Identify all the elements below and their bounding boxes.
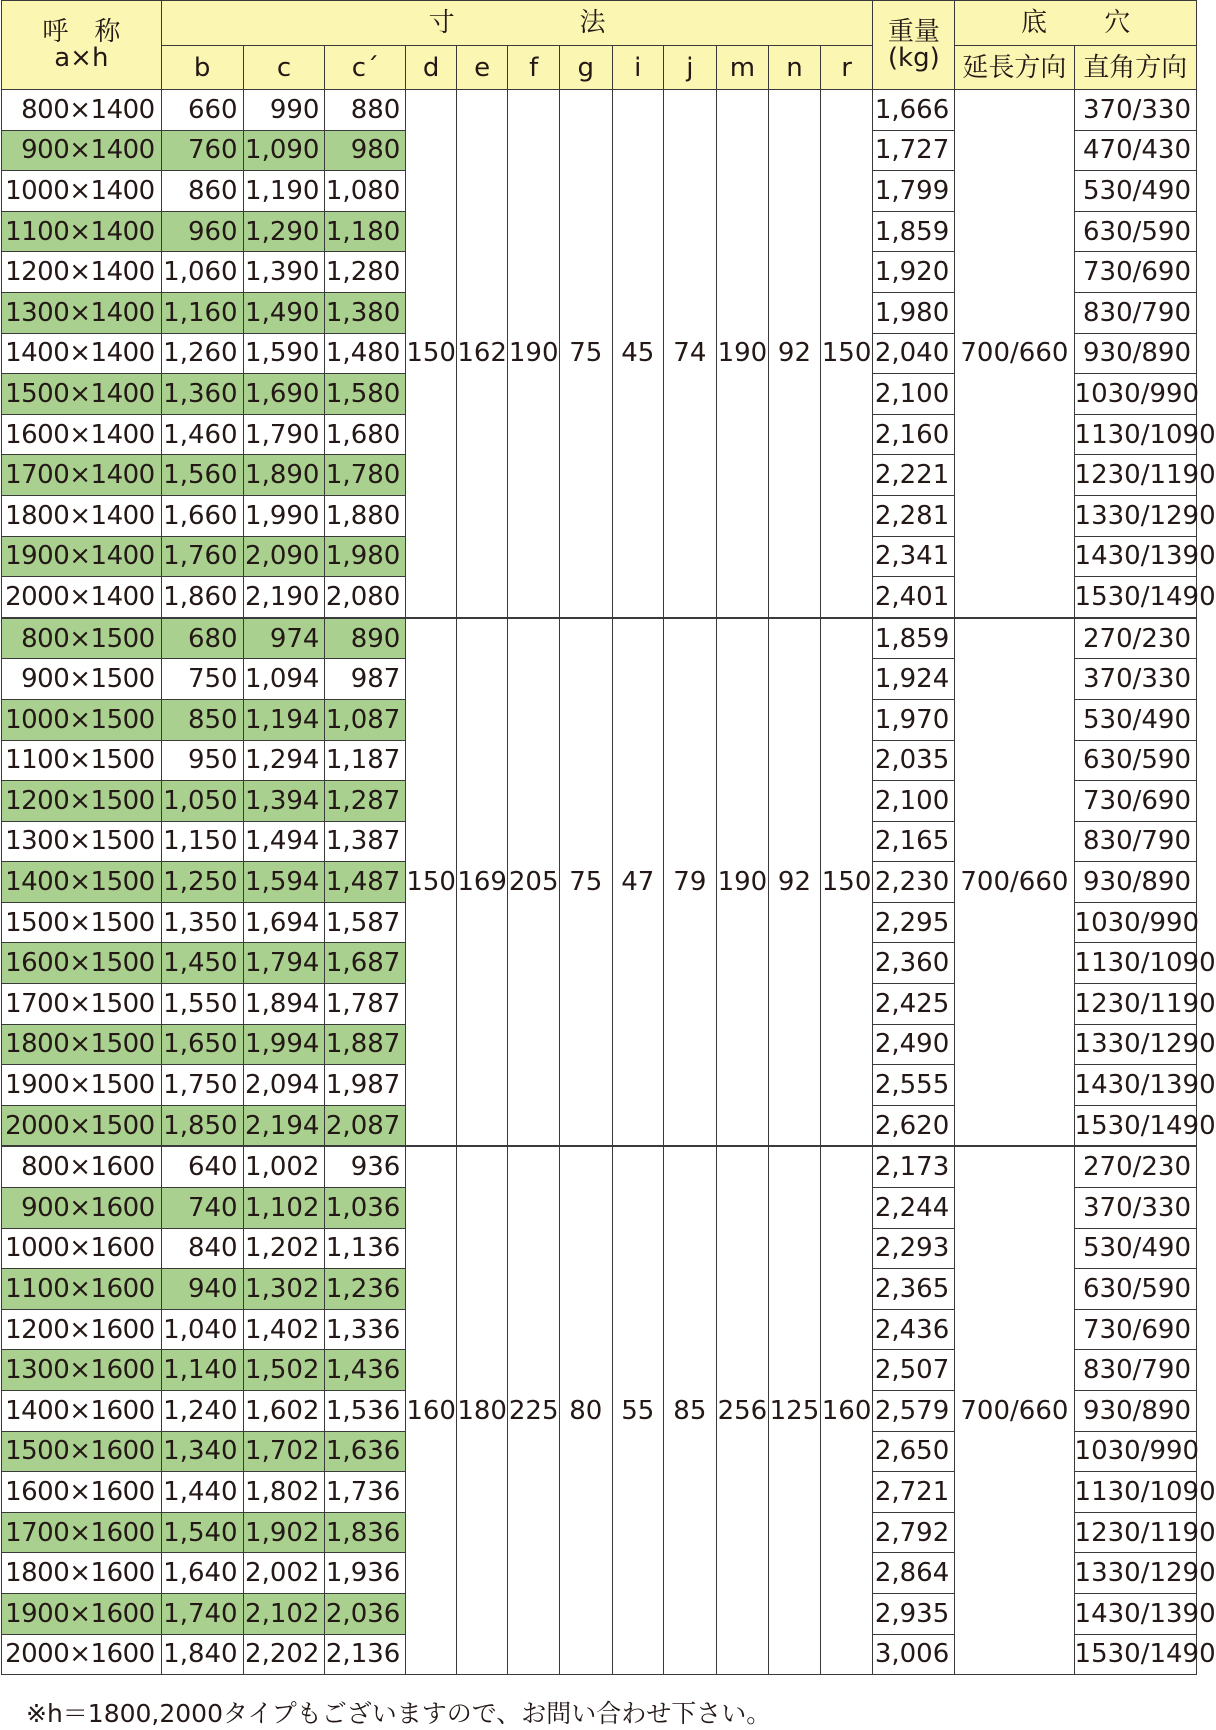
c-cell: 1,302 <box>243 1269 325 1310</box>
c-prime-cell: 1,487 <box>325 862 406 903</box>
hole-perpendicular-cell: 1530/1490 <box>1074 577 1196 618</box>
c-prime-cell: 1,836 <box>325 1512 406 1553</box>
hole-perpendicular-cell: 1230/1190 <box>1074 455 1196 496</box>
nominal-size-cell: 900×1400 <box>2 130 162 171</box>
c-prime-cell: 2,036 <box>325 1593 406 1634</box>
weight-header <box>873 1 955 90</box>
hole-perpendicular-cell: 530/490 <box>1074 1228 1196 1269</box>
c-cell: 974 <box>243 618 325 659</box>
hole-perpendicular-cell: 830/790 <box>1074 821 1196 862</box>
c-cell: 2,102 <box>243 1593 325 1634</box>
n-cell: 125 <box>769 1146 821 1674</box>
c-cell: 1,590 <box>243 333 325 374</box>
c-prime-cell: 1,880 <box>325 495 406 536</box>
b-cell: 1,160 <box>161 292 243 333</box>
weight-cell: 2,295 <box>873 902 955 943</box>
nominal-size-cell: 1500×1600 <box>2 1431 162 1472</box>
weight-cell: 2,100 <box>873 374 955 415</box>
b-cell: 1,560 <box>161 455 243 496</box>
col-r-header: r <box>820 46 873 90</box>
c-cell: 1,194 <box>243 699 325 740</box>
b-cell: 1,460 <box>161 414 243 455</box>
b-cell: 1,740 <box>161 1593 243 1634</box>
c-cell: 1,502 <box>243 1350 325 1391</box>
f-cell: 205 <box>508 618 560 1147</box>
c-prime-cell: 1,936 <box>325 1553 406 1594</box>
r-cell: 150 <box>820 90 873 618</box>
footnote: ※h＝1800,2000タイプもございますので、お問い合わせ下さい。 <box>26 1699 772 1728</box>
c-cell: 1,990 <box>243 495 325 536</box>
c-cell: 1,490 <box>243 292 325 333</box>
b-cell: 1,040 <box>161 1309 243 1350</box>
nominal-size-cell: 900×1600 <box>2 1188 162 1229</box>
nominal-size-cell: 1000×1600 <box>2 1228 162 1269</box>
r-cell: 160 <box>820 1146 873 1674</box>
c-prime-cell: 1,036 <box>325 1188 406 1229</box>
b-cell: 860 <box>161 171 243 212</box>
weight-cell: 2,792 <box>873 1512 955 1553</box>
weight-cell: 2,490 <box>873 1024 955 1065</box>
weight-label: 重量 <box>887 17 940 47</box>
hole-perpendicular-cell: 730/690 <box>1074 1309 1196 1350</box>
e-cell: 169 <box>456 618 508 1147</box>
hole-perpendicular-cell: 930/890 <box>1074 1391 1196 1432</box>
c-prime-cell: 1,287 <box>325 781 406 822</box>
j-cell: 85 <box>664 1146 717 1674</box>
weight-cell: 1,666 <box>873 90 955 131</box>
n-cell: 92 <box>769 90 821 618</box>
weight-cell: 2,230 <box>873 862 955 903</box>
nominal-size-cell: 1900×1400 <box>2 536 162 577</box>
b-cell: 1,360 <box>161 374 243 415</box>
b-cell: 1,850 <box>161 1105 243 1146</box>
c-prime-cell: 1,536 <box>325 1391 406 1432</box>
b-cell: 950 <box>161 740 243 781</box>
c-cell: 2,002 <box>243 1553 325 1594</box>
b-cell: 740 <box>161 1188 243 1229</box>
c-prime-cell: 1,336 <box>325 1309 406 1350</box>
c-cell: 1,994 <box>243 1024 325 1065</box>
hole-perpendicular-cell: 1130/1090 <box>1074 943 1196 984</box>
c-prime-cell: 1,887 <box>325 1024 406 1065</box>
b-cell: 1,550 <box>161 984 243 1025</box>
c-prime-cell: 2,087 <box>325 1105 406 1146</box>
c-prime-cell: 1,087 <box>325 699 406 740</box>
nominal-size-cell: 1500×1500 <box>2 902 162 943</box>
nominal-size-cell: 800×1500 <box>2 618 162 659</box>
b-cell: 1,450 <box>161 943 243 984</box>
c-cell: 1,602 <box>243 1391 325 1432</box>
nominal-size-header <box>2 1 162 90</box>
c-prime-cell: 1,187 <box>325 740 406 781</box>
weight-cell: 1,727 <box>873 130 955 171</box>
weight-cell: 2,507 <box>873 1350 955 1391</box>
hole-perpendicular-cell: 1430/1390 <box>1074 1593 1196 1634</box>
hole-perpendicular-cell: 530/490 <box>1074 699 1196 740</box>
c-prime-cell: 1,780 <box>325 455 406 496</box>
hole-perpendicular-cell: 370/330 <box>1074 1188 1196 1229</box>
hole-perpendicular-cell: 630/590 <box>1074 211 1196 252</box>
col-c-prime-header: c´ <box>325 46 406 90</box>
c-prime-cell: 1,080 <box>325 171 406 212</box>
c-prime-cell: 1,587 <box>325 902 406 943</box>
weight-cell: 2,401 <box>873 577 955 618</box>
hole-perpendicular-cell: 1230/1190 <box>1074 1512 1196 1553</box>
hole-perpendicular-cell: 1130/1090 <box>1074 1472 1196 1513</box>
nominal-size-cell: 1700×1600 <box>2 1512 162 1553</box>
nominal-size-cell: 1000×1400 <box>2 171 162 212</box>
f-cell: 190 <box>508 90 560 618</box>
c-prime-cell: 1,980 <box>325 536 406 577</box>
m-cell: 190 <box>716 90 769 618</box>
c-cell: 1,290 <box>243 211 325 252</box>
weight-cell: 2,365 <box>873 1269 955 1310</box>
hole-perpendicular-cell: 270/230 <box>1074 618 1196 659</box>
hole-perpendicular-cell: 1330/1290 <box>1074 1553 1196 1594</box>
col-b-header: b <box>161 46 243 90</box>
c-prime-cell: 1,687 <box>325 943 406 984</box>
c-cell: 2,202 <box>243 1634 325 1675</box>
c-cell: 1,390 <box>243 252 325 293</box>
g-cell: 80 <box>559 1146 612 1674</box>
hole-perpendicular-cell: 1030/990 <box>1074 902 1196 943</box>
hole-perpendicular-cell: 370/330 <box>1074 659 1196 700</box>
hole-perpendicular-cell: 1530/1490 <box>1074 1105 1196 1146</box>
col-m-header: m <box>716 46 769 90</box>
b-cell: 840 <box>161 1228 243 1269</box>
b-cell: 680 <box>161 618 243 659</box>
hole-perpendicular-cell: 1330/1290 <box>1074 495 1196 536</box>
c-prime-cell: 1,680 <box>325 414 406 455</box>
weight-cell: 1,920 <box>873 252 955 293</box>
b-cell: 1,760 <box>161 536 243 577</box>
j-cell: 79 <box>664 618 717 1147</box>
c-prime-cell: 1,280 <box>325 252 406 293</box>
weight-cell: 2,555 <box>873 1065 955 1106</box>
c-prime-cell: 2,080 <box>325 577 406 618</box>
nominal-size-cell: 1600×1500 <box>2 943 162 984</box>
c-prime-cell: 890 <box>325 618 406 659</box>
hole-perpendicular-cell: 370/330 <box>1074 90 1196 131</box>
hole-perpendicular-cell: 930/890 <box>1074 862 1196 903</box>
weight-unit: (kg) <box>887 43 940 73</box>
weight-cell: 1,799 <box>873 171 955 212</box>
b-cell: 1,540 <box>161 1512 243 1553</box>
hole-perpendicular-cell: 630/590 <box>1074 740 1196 781</box>
b-cell: 1,240 <box>161 1391 243 1432</box>
weight-cell: 2,100 <box>873 781 955 822</box>
weight-cell: 1,859 <box>873 618 955 659</box>
c-cell: 1,794 <box>243 943 325 984</box>
g-cell: 75 <box>559 90 612 618</box>
c-cell: 2,194 <box>243 1105 325 1146</box>
hole-perpendicular-cell: 1530/1490 <box>1074 1634 1196 1675</box>
nominal-size-cell: 1400×1500 <box>2 862 162 903</box>
b-cell: 1,650 <box>161 1024 243 1065</box>
b-cell: 1,440 <box>161 1472 243 1513</box>
b-cell: 1,840 <box>161 1634 243 1675</box>
nominal-size-cell: 800×1600 <box>2 1146 162 1187</box>
i-cell: 47 <box>612 618 664 1147</box>
table-row <box>2 618 1197 659</box>
col-d-header: d <box>406 46 457 90</box>
weight-cell: 2,935 <box>873 1593 955 1634</box>
hole-perpendicular-cell: 530/490 <box>1074 171 1196 212</box>
c-prime-cell: 1,987 <box>325 1065 406 1106</box>
nominal-size-cell: 1100×1500 <box>2 740 162 781</box>
b-cell: 1,260 <box>161 333 243 374</box>
e-cell: 180 <box>456 1146 508 1674</box>
c-cell: 1,690 <box>243 374 325 415</box>
hole-perpendicular-cell: 630/590 <box>1074 1269 1196 1310</box>
nominal-size-cell: 1800×1400 <box>2 495 162 536</box>
g-cell: 75 <box>559 618 612 1147</box>
col-j-header: j <box>664 46 717 90</box>
hole-perpendicular-cell: 1430/1390 <box>1074 536 1196 577</box>
c-cell: 1,394 <box>243 781 325 822</box>
b-cell: 1,750 <box>161 1065 243 1106</box>
c-cell: 2,094 <box>243 1065 325 1106</box>
dimensions-header: 寸法 <box>161 1 873 46</box>
b-cell: 850 <box>161 699 243 740</box>
nominal-size-cell: 2000×1500 <box>2 1105 162 1146</box>
c-prime-cell: 1,180 <box>325 211 406 252</box>
b-cell: 1,050 <box>161 781 243 822</box>
weight-cell: 2,360 <box>873 943 955 984</box>
b-cell: 1,150 <box>161 821 243 862</box>
nominal-size-cell: 1200×1600 <box>2 1309 162 1350</box>
nominal-size-cell: 1500×1400 <box>2 374 162 415</box>
weight-cell: 2,579 <box>873 1391 955 1432</box>
nominal-size-cell: 1400×1600 <box>2 1391 162 1432</box>
i-cell: 45 <box>612 90 664 618</box>
c-cell: 1,094 <box>243 659 325 700</box>
weight-cell: 2,281 <box>873 495 955 536</box>
c-prime-cell: 1,436 <box>325 1350 406 1391</box>
weight-cell: 2,436 <box>873 1309 955 1350</box>
hole-perpendicular-cell: 930/890 <box>1074 333 1196 374</box>
d-cell: 160 <box>406 1146 457 1674</box>
nominal-size-cell: 1600×1400 <box>2 414 162 455</box>
c-prime-cell: 980 <box>325 130 406 171</box>
nominal-axh-label: a×h <box>54 43 109 73</box>
table-header <box>2 1 1197 90</box>
n-cell: 92 <box>769 618 821 1147</box>
c-cell: 1,402 <box>243 1309 325 1350</box>
c-cell: 1,894 <box>243 984 325 1025</box>
c-cell: 1,902 <box>243 1512 325 1553</box>
nominal-size-cell: 1600×1600 <box>2 1472 162 1513</box>
c-cell: 1,790 <box>243 414 325 455</box>
weight-cell: 2,293 <box>873 1228 955 1269</box>
nominal-size-cell: 1300×1400 <box>2 292 162 333</box>
nominal-size-cell: 900×1500 <box>2 659 162 700</box>
c-cell: 1,702 <box>243 1431 325 1472</box>
nominal-size-cell: 1700×1400 <box>2 455 162 496</box>
table-body <box>2 90 1216 1675</box>
m-cell: 256 <box>716 1146 769 1674</box>
weight-cell: 1,859 <box>873 211 955 252</box>
col-f-header: f <box>508 46 560 90</box>
weight-cell: 2,864 <box>873 1553 955 1594</box>
c-cell: 1,890 <box>243 455 325 496</box>
col-i-header: i <box>612 46 664 90</box>
weight-cell: 2,620 <box>873 1105 955 1146</box>
nominal-size-cell: 1900×1600 <box>2 1593 162 1634</box>
hole-perpendicular-cell: 830/790 <box>1074 292 1196 333</box>
nominal-size-cell: 1200×1400 <box>2 252 162 293</box>
weight-cell: 2,244 <box>873 1188 955 1229</box>
b-cell: 1,340 <box>161 1431 243 1472</box>
weight-cell: 2,721 <box>873 1472 955 1513</box>
hole-perpendicular-cell: 1030/990 <box>1074 1431 1196 1472</box>
bottom-hole-header: 底穴 <box>955 1 1197 46</box>
nominal-size-cell: 1900×1500 <box>2 1065 162 1106</box>
hole-perpendicular-cell: 1330/1290 <box>1074 1024 1196 1065</box>
nominal-label: 呼 称 <box>42 17 121 47</box>
hole-extension-cell: 700/660 <box>955 1146 1074 1674</box>
nominal-size-cell: 1100×1400 <box>2 211 162 252</box>
b-cell: 1,060 <box>161 252 243 293</box>
f-cell: 225 <box>508 1146 560 1674</box>
col-n-header: n <box>769 46 821 90</box>
nominal-size-cell: 1800×1500 <box>2 1024 162 1065</box>
e-cell: 162 <box>456 90 508 618</box>
b-cell: 660 <box>161 90 243 131</box>
b-cell: 940 <box>161 1269 243 1310</box>
b-cell: 1,660 <box>161 495 243 536</box>
c-prime-cell: 1,736 <box>325 1472 406 1513</box>
weight-cell: 2,221 <box>873 455 955 496</box>
nominal-size-cell: 1400×1400 <box>2 333 162 374</box>
c-cell: 1,190 <box>243 171 325 212</box>
b-cell: 1,350 <box>161 902 243 943</box>
b-cell: 1,140 <box>161 1350 243 1391</box>
c-cell: 2,190 <box>243 577 325 618</box>
b-cell: 960 <box>161 211 243 252</box>
d-cell: 150 <box>406 618 457 1147</box>
hole-extension-cell: 700/660 <box>955 90 1074 618</box>
j-cell: 74 <box>664 90 717 618</box>
nominal-size-cell: 1300×1500 <box>2 821 162 862</box>
c-cell: 1,102 <box>243 1188 325 1229</box>
hole-perpendicular-cell: 470/430 <box>1074 130 1196 171</box>
weight-cell: 2,040 <box>873 333 955 374</box>
c-cell: 1,294 <box>243 740 325 781</box>
c-cell: 1,594 <box>243 862 325 903</box>
table-row <box>2 1146 1197 1187</box>
b-cell: 1,860 <box>161 577 243 618</box>
c-cell: 1,002 <box>243 1146 325 1187</box>
weight-cell: 2,173 <box>873 1146 955 1187</box>
col-e-header: e <box>456 46 508 90</box>
b-cell: 1,640 <box>161 1553 243 1594</box>
hole-extension-header: 延長方向 <box>955 46 1074 90</box>
c-cell: 990 <box>243 90 325 131</box>
c-prime-cell: 1,380 <box>325 292 406 333</box>
c-cell: 1,494 <box>243 821 325 862</box>
nominal-size-cell: 1300×1600 <box>2 1350 162 1391</box>
b-cell: 640 <box>161 1146 243 1187</box>
hole-perpendicular-cell: 1430/1390 <box>1074 1065 1196 1106</box>
hole-perpendicular-cell: 730/690 <box>1074 781 1196 822</box>
nominal-size-cell: 800×1400 <box>2 90 162 131</box>
weight-cell: 1,970 <box>873 699 955 740</box>
hole-extension-cell: 700/660 <box>955 618 1074 1147</box>
nominal-size-cell: 1200×1500 <box>2 781 162 822</box>
b-cell: 1,250 <box>161 862 243 903</box>
c-prime-cell: 1,580 <box>325 374 406 415</box>
weight-cell: 3,006 <box>873 1634 955 1675</box>
weight-cell: 2,160 <box>873 414 955 455</box>
weight-cell: 2,341 <box>873 536 955 577</box>
b-cell: 750 <box>161 659 243 700</box>
c-prime-cell: 936 <box>325 1146 406 1187</box>
weight-cell: 2,425 <box>873 984 955 1025</box>
nominal-size-cell: 1100×1600 <box>2 1269 162 1310</box>
hole-perpendicular-cell: 1030/990 <box>1074 374 1196 415</box>
hole-perpendicular-cell: 270/230 <box>1074 1146 1196 1187</box>
r-cell: 150 <box>820 618 873 1147</box>
c-prime-cell: 1,387 <box>325 821 406 862</box>
d-cell: 150 <box>406 90 457 618</box>
b-cell: 760 <box>161 130 243 171</box>
hole-perpendicular-header: 直角方向 <box>1074 46 1196 90</box>
c-prime-cell: 880 <box>325 90 406 131</box>
weight-cell: 1,980 <box>873 292 955 333</box>
col-g-header: g <box>559 46 612 90</box>
i-cell: 55 <box>612 1146 664 1674</box>
c-prime-cell: 987 <box>325 659 406 700</box>
table-row <box>2 90 1197 131</box>
weight-cell: 2,650 <box>873 1431 955 1472</box>
c-cell: 1,090 <box>243 130 325 171</box>
nominal-size-cell: 1800×1600 <box>2 1553 162 1594</box>
hole-perpendicular-cell: 1230/1190 <box>1074 984 1196 1025</box>
c-prime-cell: 1,480 <box>325 333 406 374</box>
c-cell: 1,694 <box>243 902 325 943</box>
c-prime-cell: 1,236 <box>325 1269 406 1310</box>
c-prime-cell: 1,136 <box>325 1228 406 1269</box>
m-cell: 190 <box>716 618 769 1147</box>
hole-perpendicular-cell: 1130/1090 <box>1074 414 1196 455</box>
c-cell: 2,090 <box>243 536 325 577</box>
nominal-size-cell: 1700×1500 <box>2 984 162 1025</box>
c-cell: 1,802 <box>243 1472 325 1513</box>
nominal-size-cell: 2000×1600 <box>2 1634 162 1675</box>
c-prime-cell: 1,636 <box>325 1431 406 1472</box>
weight-cell: 1,924 <box>873 659 955 700</box>
weight-cell: 2,165 <box>873 821 955 862</box>
c-prime-cell: 1,787 <box>325 984 406 1025</box>
nominal-size-cell: 1000×1500 <box>2 699 162 740</box>
hole-perpendicular-cell: 730/690 <box>1074 252 1196 293</box>
col-c-header: c <box>243 46 325 90</box>
c-cell: 1,202 <box>243 1228 325 1269</box>
dimension-table <box>1 0 1216 1675</box>
c-prime-cell: 2,136 <box>325 1634 406 1675</box>
weight-cell: 2,035 <box>873 740 955 781</box>
nominal-size-cell: 2000×1400 <box>2 577 162 618</box>
hole-perpendicular-cell: 830/790 <box>1074 1350 1196 1391</box>
